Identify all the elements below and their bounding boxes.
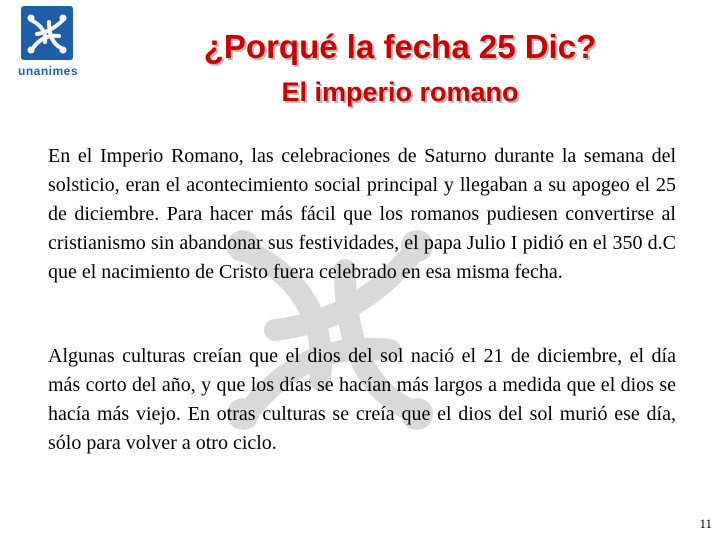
unanimes-logo [10,6,86,82]
logo-text: unanimes [17,64,78,78]
page-subtitle: El imperio romano [281,77,519,107]
body-paragraph-2: Algunas culturas creían que el dios del sol nació el 21 de diciembre, el día más corto del año, y que los días se hacían más largos a medida que el dios se hacía más viejo. En otras culturas se creía que el dios del sol murió ese día, sólo para volver a otro ciclo. [48,345,676,454]
unanimes-logo-icon [21,6,73,60]
page-title: ¿Porqué la fecha 25 Dic? [203,28,597,65]
body-paragraph-1: En el Imperio Romano, las celebraciones de Saturno durante la semana del solsticio, eran el acontecimiento social principal y llegaban a su apogeo el 25 de diciembre. Para hacer más fácil que los romanos pudiesen convertirse al cristianismo sin abandonar sus festividades, el papa Julio I pidió en el 350 d.C que el nacimiento de Cristo fuera celebrado en esa misma fecha. [48,145,676,283]
page-number: 11 [699,516,712,531]
